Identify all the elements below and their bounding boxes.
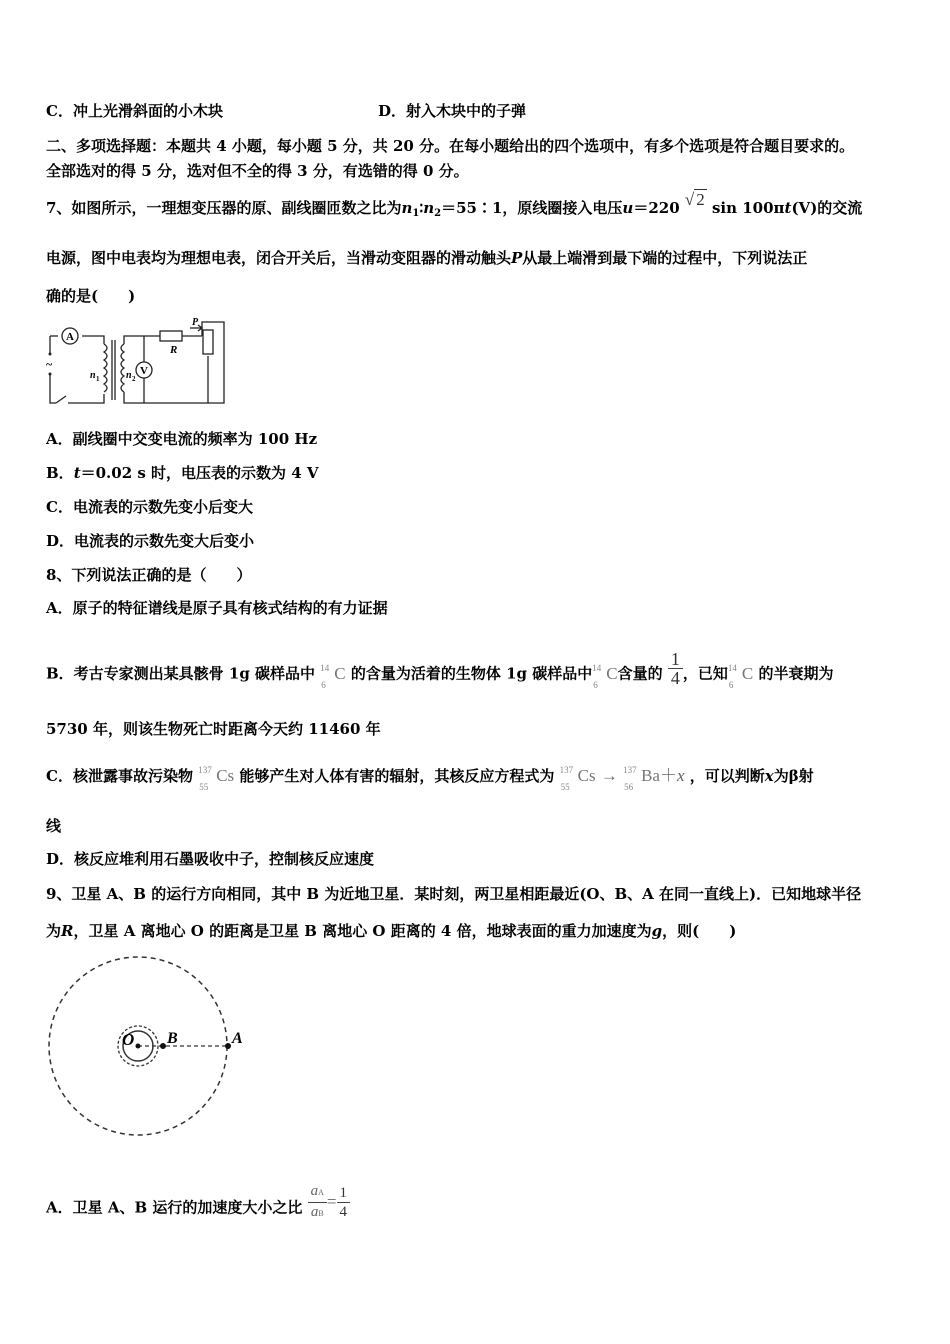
q9-l2b: ，卫星 A 离地心 O 的距离是卫星 B 离地心 O 距离的 4 倍，地球表面的重力加速度为 [73,922,652,940]
transformer-circuit-diagram [42,316,232,412]
satellite-orbit-diagram [46,953,246,1143]
q8-option-b [46,649,834,693]
c14-mass-2: 14 [592,662,602,673]
resistor-icon [160,331,182,341]
primary-coil-label: n [90,370,96,381]
q8-stem: 8、下列说法正确的是（ ） [46,566,252,584]
q7-line2-end: 从最上端滑到最下端的过程中，下列说法正 [522,249,808,267]
ratio-denominator [308,1203,327,1223]
ammeter-label: A [66,331,74,343]
q7-u: u [622,199,634,217]
q6-option-c: C．冲上光滑斜面的小木块 [46,102,223,120]
c14-symbol-3: C [741,663,754,683]
aa-sub: A [318,1188,324,1197]
q8-option-c [46,765,814,792]
q7-sin-text: sin 100π [706,199,785,217]
q8-option-b-line2: 5730 年，则该生物死亡时距离今天约 11460 年 [46,720,381,738]
secondary-coil-sub: 2 [132,375,136,383]
c14-symbol: C [334,663,346,683]
particle-x: x [676,766,685,785]
satellite-a-dot [225,1043,231,1049]
ratio-one-quarter [337,1184,351,1221]
ab-symbol: a [310,1204,319,1220]
q7-sqrt2 [685,190,707,209]
cesium137-nuclide-2 [559,765,596,792]
q8-option-c-line2: 线 [46,817,62,835]
q8-c-text3: ，可以判断 [689,767,765,785]
q8-c-text4: 为β射 [773,767,814,785]
carbon14-nuclide-3 [727,662,754,690]
q9-l2a: 为 [46,922,62,940]
q8-option-a: A．原子的特征谱线是原子具有核式结构的有力证据 [46,599,388,617]
q9-option-a [46,1183,350,1229]
q9-a-text: A．卫星 A、B 运行的加速度大小之比 [46,1198,303,1217]
c14-symbol-2: C [606,663,618,683]
label-a: A [232,1030,243,1047]
equals-sign: = [326,1191,337,1211]
fraction-denominator: 4 [670,668,680,688]
q7-colon: ∶ [419,199,424,217]
c14-mass-3: 14 [727,662,737,673]
q9-R: R [61,922,74,940]
cs-z: 55 [199,782,209,792]
q8-b-text2: 的含量为活着的生物体 1g 碳样品中 [350,664,593,683]
cesium137-nuclide [198,765,235,792]
q8-option-d: D．核反应堆利用石墨吸收中子，控制核反应速度 [46,850,375,868]
q7-stem-line1 [46,190,863,224]
q7-n1-sub: 1 [412,208,420,219]
cs-z-2: 55 [560,782,570,792]
resistor-label: R [170,344,178,356]
plus-sign: ＋ [659,766,677,785]
q7-stem-line2 [46,248,807,268]
ba-symbol: Ba [641,766,660,785]
aa-symbol: a [310,1183,319,1199]
q7-option-a: A．副线圈中交变电流的频率为 100 Hz [46,430,318,448]
q7-line2-text: 电源，图中电表均为理想电表，闭合开关后，当滑动变阻器的滑动触头 [46,249,512,267]
q7-stem-text: 7、如图所示，一理想变压器的原、副线圈匝数之比为 [46,199,402,217]
cs-symbol: Cs [216,766,235,785]
ratio-frac-num: 1 [337,1184,351,1203]
cs-mass: 137 [198,765,212,775]
q7-sqrt-symbol: √ [684,190,695,209]
ab-sub: B [318,1209,324,1218]
q8-c-text2: 能够产生对人体有害的辐射，其核反应方程式为 [239,767,555,785]
q7-n2: n [423,199,435,217]
c14-z-2: 6 [593,679,598,690]
secondary-coil-label: n [126,370,132,381]
ba-z: 56 [624,782,634,792]
q7-b-prefix: B． [46,464,74,482]
q7-option-c: C．电流表的示数先变小后变大 [46,498,253,516]
q8-c-x: x [764,767,774,785]
q7-b-text: ＝0.02 s 时，电压表的示数为 4 V [80,464,319,482]
q8-b-text1: B．考古专家测出某具骸骨 1g 碳样品中 [46,664,316,683]
label-b: B [167,1030,178,1047]
section2-line2: 全部选对的得 5 分，选对但不全的得 3 分，有选错的得 0 分。 [46,162,469,180]
q7-n1: n [401,199,413,217]
q9-stem-line1: 9、卫星 A、B 的运行方向相同，其中 B 为近地卫星．某时刻，两卫星相距最近(O、B、A 在同一直线上)．已知地球半径 [46,885,862,903]
q8-b-text5: 的半衰期为 [758,664,834,683]
satellite-b-dot [160,1043,166,1049]
c14-mass: 14 [320,662,330,673]
ratio-numerator [308,1182,327,1203]
ratio-frac-den: 4 [339,1204,348,1220]
q7-t: t [784,199,792,217]
c14-z: 6 [321,679,326,690]
q7-n2-sub: 2 [434,208,442,219]
terminal-bottom [49,373,52,376]
q7-voltage-text: ＝220 [633,199,680,217]
cs-mass-2: 137 [559,765,574,775]
terminal-top [49,353,52,356]
arrow-icon: → [600,766,618,785]
q7-p: P [511,249,523,267]
center-o-dot [136,1044,141,1049]
q9-l2c: ，则( ) [662,922,737,940]
carbon14-nuclide-2 [592,662,618,690]
q8-b-text4: ，已知 [682,664,728,683]
cs-symbol-2: Cs [577,766,596,785]
q7-ac-text: (V)的交流 [791,199,863,217]
label-o: O [122,1030,135,1049]
q8-b-text3: 含量的 [617,664,663,683]
c14-z-3: 6 [728,679,734,690]
q9-g: g [651,922,663,940]
ac-source-icon: ~ [46,357,53,371]
q7-ratio-text: ＝55∶1，原线圈接入电压 [441,199,623,217]
q7-sqrt-radicand: 2 [696,190,705,209]
q7-stem-line3: 确的是( ) [46,287,136,305]
ba-mass: 137 [623,765,637,775]
fraction-numerator: 1 [668,650,683,669]
barium137-nuclide [623,765,660,792]
carbon14-nuclide [320,662,346,690]
voltmeter-label: V [140,365,148,377]
q7-option-b [46,463,319,483]
q9-stem-line2 [46,921,736,941]
section2-line1: 二、多项选择题：本题共 4 小题，每小题 5 分，共 20 分。在每小题给出的四个选项中，有多个选项是符合题目要求的。 [46,137,855,155]
q7-b-t: t [73,464,81,482]
q7-option-d: D．电流表的示数先变大后变小 [46,532,255,550]
one-quarter-fraction [668,650,683,687]
q8-c-text1: C．核泄露事故污染物 [46,767,193,785]
primary-coil-sub: 1 [96,375,100,383]
acceleration-ratio-fraction [308,1182,327,1223]
slider-label: P [192,317,199,328]
q6-option-d: D．射入木块中的子弹 [378,102,527,120]
